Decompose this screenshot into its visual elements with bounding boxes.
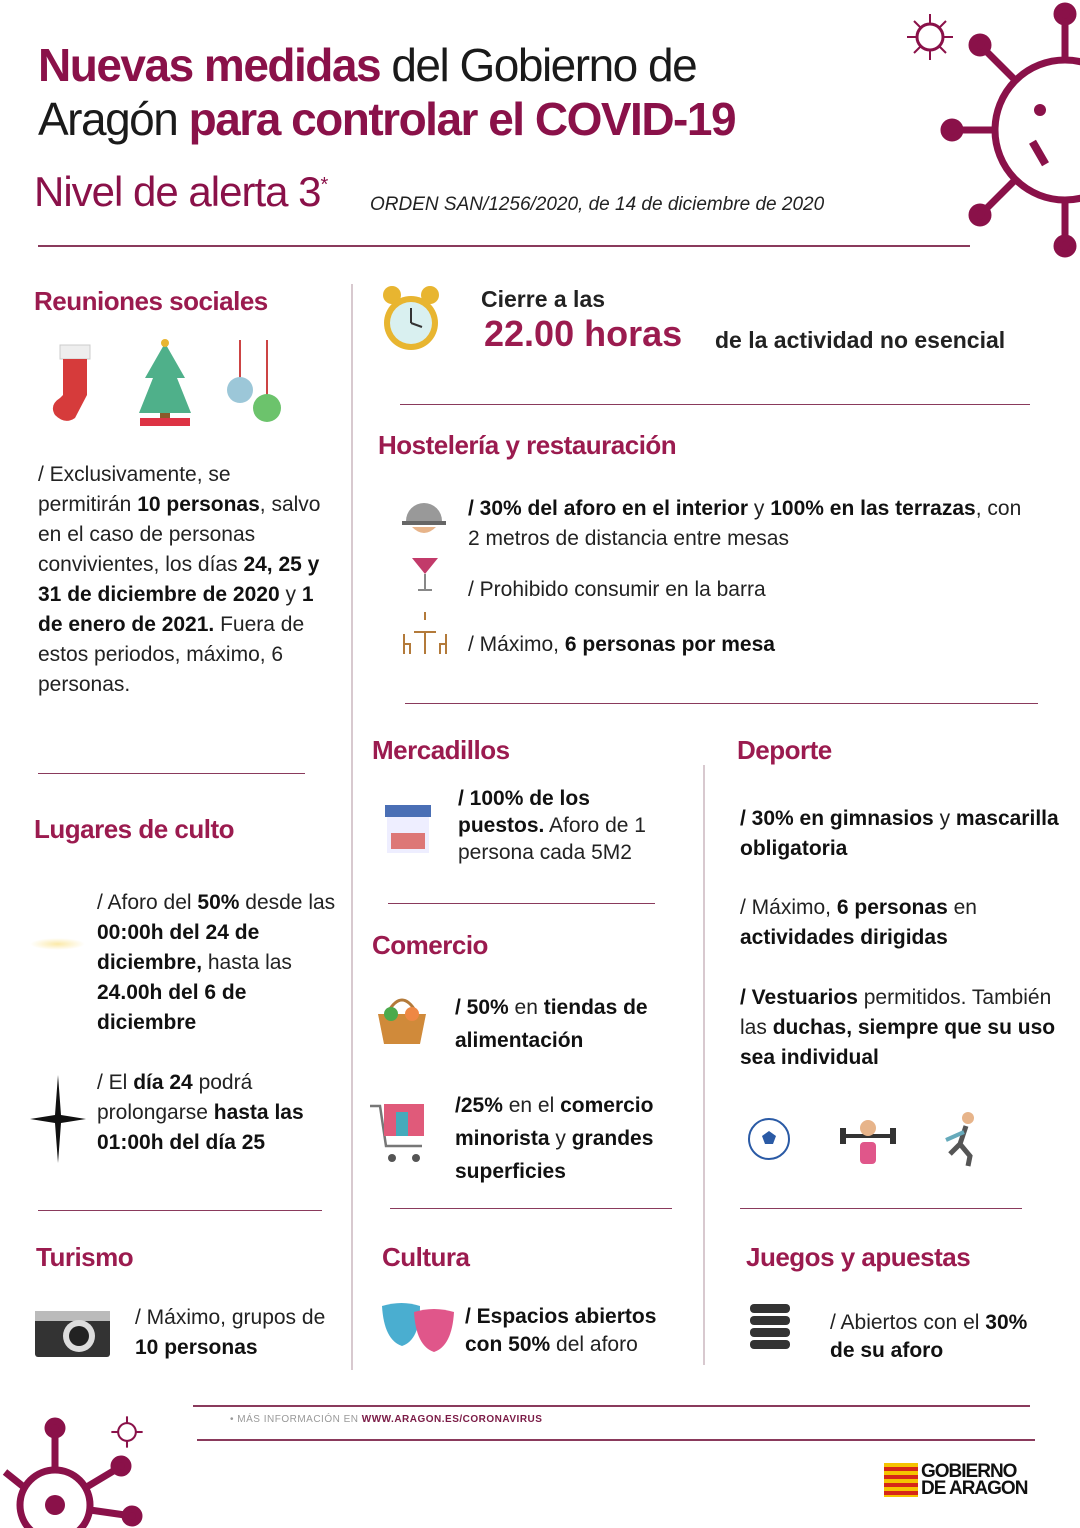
- deporte-title: Deporte: [737, 735, 832, 765]
- aragon-flag-icon: [884, 1463, 918, 1497]
- comercio-item-1: [455, 991, 695, 1057]
- deporte-item-2: [740, 893, 1060, 953]
- hosteleria-title: Hostelería y restauración: [378, 430, 677, 460]
- text-segment: / Exclusivamente, se permitirán: [38, 463, 231, 516]
- text-segment: hasta las: [202, 951, 292, 974]
- bold-text: tiendas de alimentación: [455, 996, 648, 1052]
- table-chairs-icon: [400, 612, 450, 657]
- text-segment: / Máximo,: [740, 896, 837, 919]
- text-segment: / Máximo,: [468, 633, 565, 656]
- bold-text: 24.00h del 6 de diciembre: [97, 981, 247, 1034]
- small-virus-icon: [905, 12, 955, 62]
- sparkle-icon: [30, 1075, 86, 1163]
- text-segment: , con 2 metros de distancia entre mesas: [468, 497, 1022, 550]
- more-info: [230, 1414, 542, 1425]
- bold-text: 00:00h del 24 de diciembre,: [97, 921, 260, 974]
- culto-item-2: [97, 1068, 337, 1158]
- bold-text: / 30% en gimnasios: [740, 807, 934, 830]
- christmas-tree-icon: [135, 338, 195, 428]
- closing-suffix: de la actividad no esencial: [715, 327, 1006, 353]
- bold-text: 30% de su aforo: [830, 1311, 1028, 1362]
- cultura-text: [465, 1303, 695, 1359]
- mercadillos-title: Mercadillos: [372, 735, 510, 765]
- closing-time: 22.00 horas: [484, 313, 683, 354]
- divider: [400, 404, 1030, 405]
- bold-text: 24, 25 y 31 de diciembre de 2020: [38, 553, 320, 606]
- culto-item-1: [97, 888, 347, 1038]
- closing-line1: Cierre a las: [481, 286, 606, 312]
- text-segment: / Prohibido consumir en la barra: [468, 578, 766, 601]
- bold-text: 100% en las terrazas: [770, 497, 976, 520]
- bold-text: comercio minorista: [455, 1094, 654, 1150]
- comercio-title: Comercio: [372, 930, 488, 960]
- weightlifter-icon: [838, 1116, 898, 1166]
- mercadillos-text: [458, 785, 678, 866]
- divider: [405, 703, 1038, 704]
- deporte-item-3: [740, 983, 1060, 1073]
- hosteleria-item-1: [468, 494, 1028, 554]
- shopping-cart-icon: [368, 1100, 430, 1166]
- casino-chips-icon: [748, 1302, 792, 1358]
- bold-text: / 30% del aforo en el interior: [468, 497, 749, 520]
- bold-text: 10 personas: [135, 1336, 258, 1359]
- cloche-icon: [402, 493, 446, 538]
- text-segment: en: [947, 896, 977, 919]
- more-info-label: • MÁS INFORMACIÓN EN: [230, 1414, 362, 1425]
- market-stall-icon: [383, 803, 433, 855]
- bold-text: 1 de enero de 2021.: [38, 583, 314, 636]
- text-segment: , salvo en el caso de personas convivientes, los días: [38, 493, 321, 576]
- bold-text: actividades dirigidas: [740, 926, 948, 949]
- culto-title: Lugares de culto: [34, 814, 235, 844]
- column-divider-left: [351, 284, 353, 1370]
- turismo-title: Turismo: [36, 1242, 134, 1272]
- divider: [388, 903, 655, 904]
- bold-text: mascarilla obligatoria: [740, 807, 1059, 860]
- order-reference: ORDEN SAN/1256/2020, de 14 de diciembre de 2020: [370, 194, 825, 215]
- bold-text: / Espacios abiertos con 50%: [465, 1305, 657, 1356]
- bold-text: / 50%: [455, 996, 509, 1019]
- bold-text: /25%: [455, 1094, 503, 1117]
- reuniones-title: Reuniones sociales: [34, 286, 268, 316]
- bold-text: / Vestuarios: [740, 986, 858, 1009]
- virus-icon: [940, 0, 1080, 260]
- turismo-text: [135, 1303, 335, 1363]
- divider: [38, 773, 305, 774]
- bold-text: grandes superficies: [455, 1127, 654, 1183]
- ornaments-icon: [225, 340, 285, 428]
- text-segment: y: [748, 497, 771, 520]
- text-segment: del Gobierno de: [380, 39, 697, 91]
- hosteleria-item-3: [468, 630, 1028, 660]
- logo-line-1: GOBIERNO: [921, 1461, 1017, 1482]
- divider: [38, 1210, 322, 1211]
- text-segment: del aforo: [550, 1333, 638, 1356]
- deporte-item-1: [740, 804, 1060, 864]
- bold-text: duchas, siempre que su uso sea individual: [740, 1016, 1056, 1069]
- header-divider: [38, 245, 970, 247]
- alert-asterisk: *: [320, 174, 328, 196]
- text-segment: y: [933, 807, 956, 830]
- bold-text: 6 personas por mesa: [564, 633, 775, 656]
- theater-masks-icon: [380, 1300, 456, 1356]
- camera-icon: [35, 1307, 110, 1357]
- alarm-clock-icon: [380, 283, 442, 359]
- runner-icon: [942, 1110, 982, 1168]
- bold-text: 6 personas: [836, 896, 948, 919]
- reuniones-text: [38, 460, 323, 700]
- text-segment: permitidos. También las: [740, 986, 1052, 1039]
- glow-icon: [30, 938, 85, 950]
- column-divider-right: [703, 765, 705, 1365]
- title-line-2: [38, 92, 735, 146]
- footer-divider-bottom: [197, 1439, 1035, 1441]
- text-segment: Aragón: [38, 93, 189, 145]
- gobierno-aragon-logo: [884, 1463, 1027, 1497]
- logo-line-2: DE ARAGON: [921, 1478, 1028, 1499]
- alert-level-text: Nivel de alerta 3: [34, 168, 321, 215]
- bold-text: para controlar el COVID-19: [188, 93, 736, 145]
- juegos-title: Juegos y apuestas: [746, 1242, 971, 1272]
- cultura-title: Cultura: [382, 1242, 470, 1272]
- page-title: [38, 38, 735, 146]
- text-segment: / Abiertos con el: [830, 1311, 986, 1334]
- small-virus-icon: [110, 1415, 144, 1449]
- divider: [740, 1208, 1022, 1209]
- christmas-stocking-icon: [45, 340, 100, 425]
- text-segment: / Máximo, grupos de: [135, 1306, 326, 1329]
- bold-text: 50%: [197, 891, 240, 914]
- grocery-basket-icon: [376, 992, 428, 1047]
- alert-level: [34, 168, 327, 216]
- cocktail-icon: [410, 550, 440, 595]
- soccer-ball-icon: [747, 1117, 791, 1161]
- juegos-text: [830, 1309, 1030, 1365]
- text-segment: Fuera de estos periodos, máximo, 6 personas.: [38, 613, 305, 696]
- text-segment: y: [549, 1127, 572, 1150]
- text-segment: / Aforo del: [97, 891, 198, 914]
- text-segment: Aforo de 1 persona cada 5M2: [458, 814, 646, 864]
- hosteleria-item-2: [468, 575, 1028, 605]
- divider: [390, 1208, 672, 1209]
- text-segment: podrá prolongarse: [97, 1071, 253, 1124]
- title-line-1: [38, 38, 735, 92]
- comercio-item-2: [455, 1089, 695, 1188]
- bold-text: / 100% de los puestos.: [458, 787, 590, 837]
- text-segment: / El: [97, 1071, 134, 1094]
- footer-divider-top: [193, 1405, 1030, 1407]
- bold-text: hasta las 01:00h del día 25: [97, 1101, 304, 1154]
- more-info-link[interactable]: WWW.ARAGON.ES/CORONAVIRUS: [361, 1414, 543, 1425]
- text-segment: y: [279, 583, 302, 606]
- bold-text: Nuevas medidas: [38, 39, 381, 91]
- bold-text: día 24: [133, 1071, 193, 1094]
- text-segment: en: [508, 996, 544, 1019]
- bold-text: 10 personas: [137, 493, 260, 516]
- text-segment: desde las: [239, 891, 336, 914]
- text-segment: en el: [502, 1094, 561, 1117]
